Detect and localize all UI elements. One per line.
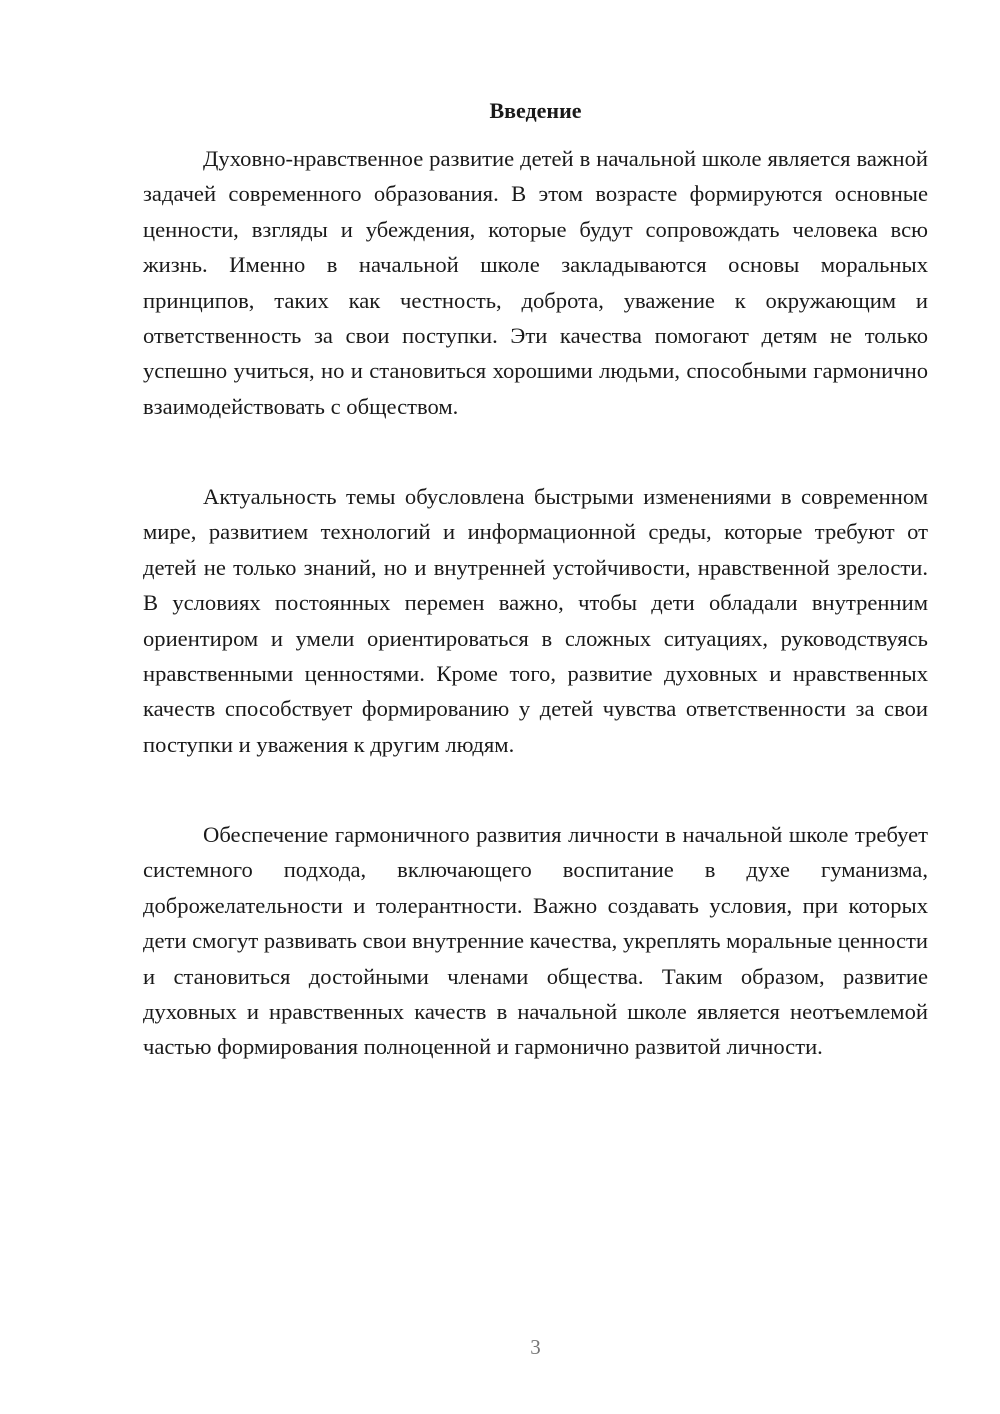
paragraph-1: Духовно-нравственное развитие детей в начальной школе является важной задачей современного образования. В этом возрасте формируются основные ценности, взгляды и убеждения, которые будут сопровождать человека всю жизнь. Именно в начальной школе закладываются основы моральных принципов, таких как честность, доброта, уважение к окружающим и ответственность за свои поступки. Эти качества помогают детям не только успешно учиться, но и становиться хорошими людьми, способными гармонично взаимодействовать с обществом. <box>143 146 928 419</box>
page-number: 3 <box>530 1335 541 1359</box>
document-page <box>143 0 928 1414</box>
paragraph-3: Обеспечение гармоничного развития личности в начальной школе требует системного подхода, включающего воспитание в духе гуманизма, доброжелательности и толерантности. Важно создавать условия, при которых дети смогут развивать свои внутренние качества, укреплять моральные ценности и становиться достойными членами общества. Таким образом, развитие духовных и нравственных качеств в начальной школе является неотъемлемой частью формирования полноценной и гармонично развитой личности. <box>143 822 928 1060</box>
paragraph-2: Актуальность темы обусловлена быстрыми изменениями в современном мире, развитием технологий и информационной среды, которые требуют от детей не только знаний, но и внутренней устойчивости, нравственной зрелости. В условиях постоянных перемен важно, чтобы дети обладали внутренним ориентиром и умели ориентироваться в сложных ситуациях, руководствуясь нравственными ценностями. Кроме того, развитие духовных и нравственных качеств способствует формированию у детей чувства ответственности за свои поступки и уважения к другим людям. <box>143 484 928 757</box>
section-title: Введение <box>489 98 582 123</box>
